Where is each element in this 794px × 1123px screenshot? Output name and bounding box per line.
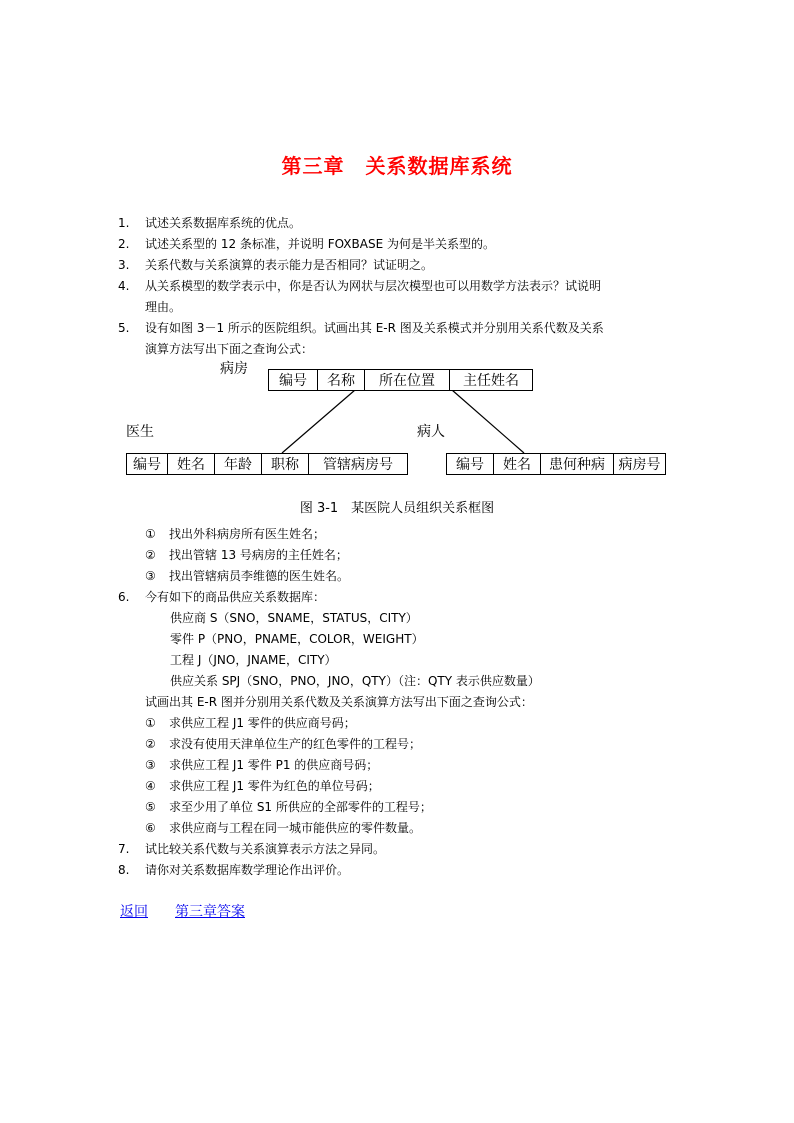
question-text: 试比较关系代数与关系演算表示方法之异同。	[145, 842, 386, 856]
back-link[interactable]: 返回	[120, 904, 148, 920]
doctor-field: 姓名	[167, 453, 215, 475]
question-text: 试述关系数据库系统的优点。	[145, 216, 302, 230]
q5-sub-1	[145, 524, 325, 544]
question-number: 6.	[118, 590, 130, 604]
doctor-field: 管辖病房号	[308, 453, 408, 475]
question-text: 从关系模型的数学表示中，你是否认为网状与层次模型也可以用数学方法表示？试说明	[145, 279, 602, 293]
question-number: 1.	[118, 216, 130, 230]
sub-marker: ②	[145, 737, 156, 751]
q6-sub-2	[145, 734, 421, 754]
doctor-label: 医生	[126, 424, 154, 440]
sub-text: 找出管辖病员李维德的医生姓名。	[169, 569, 350, 583]
question-number: 3.	[118, 258, 130, 272]
question-number: 2.	[118, 237, 130, 251]
doctor-field: 年龄	[214, 453, 262, 475]
sub-text: 找出外科病房所有医生姓名；	[169, 527, 326, 541]
doctor-field: 编号	[126, 453, 168, 475]
ward-label: 病房	[220, 361, 248, 377]
ward-doctor-line	[282, 390, 355, 453]
question-text: 演算方法写出下面之查询公式：	[145, 342, 314, 356]
patient-field: 编号	[446, 453, 494, 475]
sub-marker: ④	[145, 779, 156, 793]
q5-sub-2	[145, 545, 348, 565]
patient-field: 病房号	[613, 453, 666, 475]
question-text: 设有如图 3－1 所示的医院组织。试画出其 E-R 图及关系模式并分别用关系代数及关系	[145, 321, 604, 335]
schema-part: 零件 P（PNO，PNAME，COLOR，WEIGHT）	[170, 632, 424, 646]
sub-text: 找出管辖 13 号病房的主任姓名；	[169, 548, 348, 562]
question-text: 请你对关系数据库数学理论作出评价。	[145, 863, 350, 877]
diagram-caption: 图 3-1 某医院人员组织关系框图	[299, 501, 495, 516]
question-text: 今有如下的商品供应关系数据库：	[145, 590, 326, 604]
sub-marker: ⑥	[145, 821, 156, 835]
ward-field: 编号	[268, 369, 318, 391]
q6-sub-5	[145, 797, 432, 817]
sub-marker: ③	[145, 569, 156, 583]
relation-lines	[0, 0, 794, 500]
sub-text: 求没有使用天津单位生产的红色零件的工程号；	[169, 737, 422, 751]
question-number: 4.	[118, 279, 130, 293]
question-text: 关系代数与关系演算的表示能力是否相同？试证明之。	[145, 258, 434, 272]
sub-text: 求至少用了单位 S1 所供应的全部零件的工程号；	[169, 800, 432, 814]
schema-spj: 供应关系 SPJ（SNO，PNO，JNO，QTY）（注：QTY 表示供应数量）	[170, 674, 540, 688]
question-text: 试述关系型的 12 条标准，并说明 FOXBASE 为何是半关系型的。	[145, 237, 495, 251]
patient-label: 病人	[417, 424, 445, 440]
chapter-answer-link[interactable]: 第三章答案	[175, 904, 245, 920]
sub-marker: ①	[145, 716, 156, 730]
schema-project: 工程 J（JNO，JNAME，CITY）	[170, 653, 337, 667]
doctor-field: 职称	[261, 453, 309, 475]
question-text: 理由。	[145, 300, 182, 314]
sub-text: 求供应工程 J1 零件的供应商号码；	[169, 716, 356, 730]
sub-text: 求供应工程 J1 零件为红色的单位号码；	[169, 779, 380, 793]
ward-field: 所在位置	[364, 369, 450, 391]
q6-sub-3	[145, 755, 378, 775]
q6-sub-6	[145, 818, 421, 838]
sub-text: 求供应商与工程在同一城市能供应的零件数量。	[169, 821, 422, 835]
q6-sub-1	[145, 713, 356, 733]
sub-marker: ①	[145, 527, 156, 541]
sub-marker: ②	[145, 548, 156, 562]
ward-field: 主任姓名	[449, 369, 533, 391]
sub-marker: ⑤	[145, 800, 156, 814]
question-number: 5.	[118, 321, 130, 335]
ward-patient-line	[452, 390, 524, 453]
chapter-title: 第三章 关系数据库系统	[281, 154, 513, 178]
patient-field: 姓名	[493, 453, 541, 475]
question-number: 7.	[118, 842, 130, 856]
q6-sub-4	[145, 776, 380, 796]
patient-field: 患何种病	[540, 453, 614, 475]
q6-instruction: 试画出其 E-R 图并分别用关系代数及关系演算方法写出下面之查询公式：	[145, 695, 533, 709]
sub-marker: ③	[145, 758, 156, 772]
ward-field: 名称	[317, 369, 365, 391]
sub-text: 求供应工程 J1 零件 P1 的供应商号码；	[169, 758, 379, 772]
q5-sub-3	[145, 566, 349, 586]
schema-supplier: 供应商 S（SNO，SNAME，STATUS，CITY）	[170, 611, 418, 625]
question-number: 8.	[118, 863, 130, 877]
